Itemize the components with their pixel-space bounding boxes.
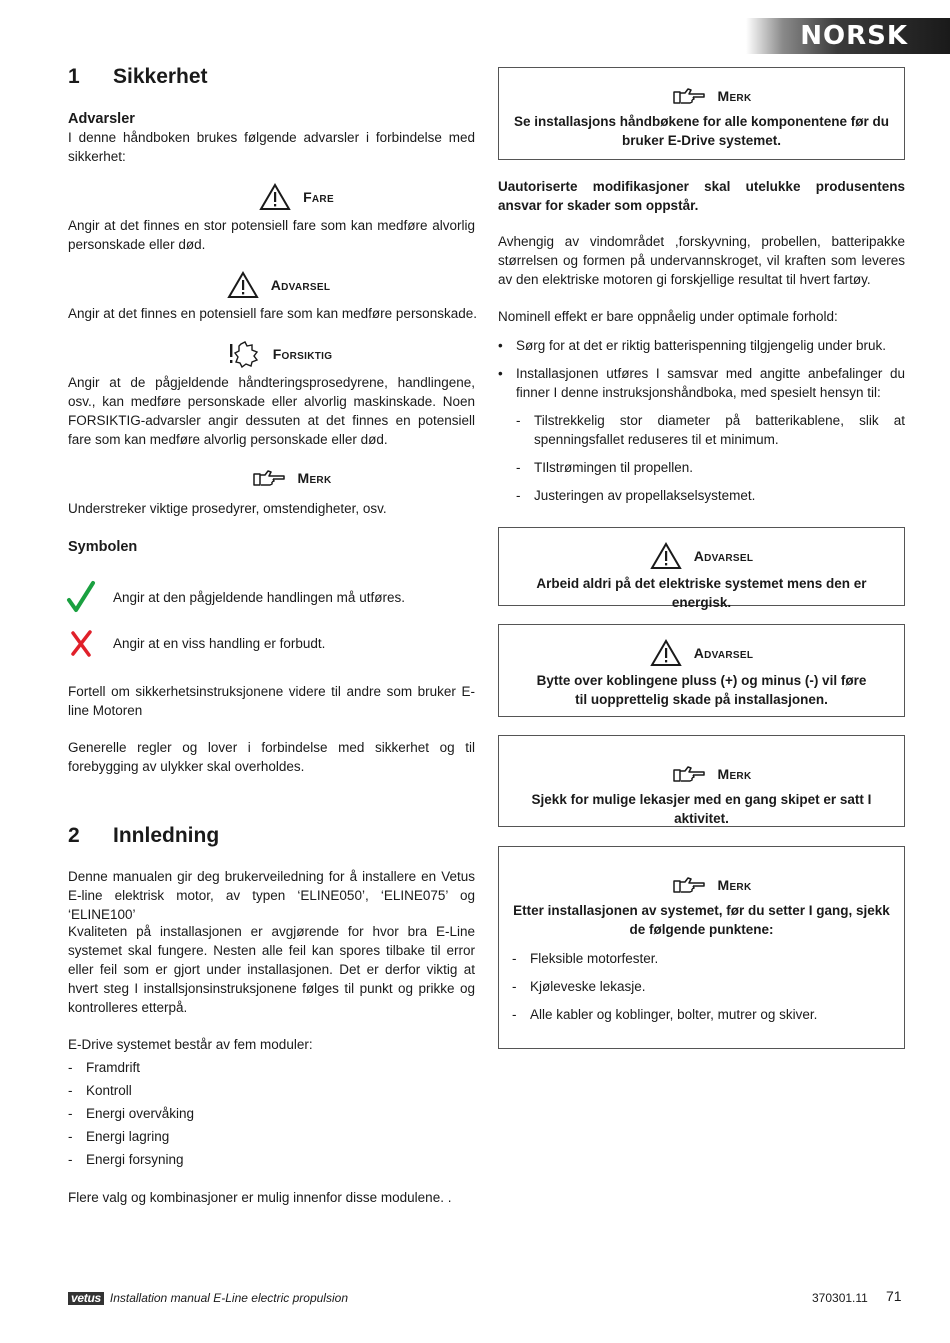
- symbols-heading: Symbolen: [68, 539, 138, 555]
- cross-icon: [68, 628, 94, 658]
- warning-triangle-icon: [227, 271, 259, 299]
- note-label: Merk: [297, 469, 332, 486]
- pointing-hand-icon: [672, 875, 706, 895]
- warning-label: Advarsel: [693, 547, 754, 564]
- section-2-heading: [68, 823, 219, 849]
- section-1-heading: [68, 64, 208, 90]
- unauthorized-paragraph: Uautoriserte modifikasjoner skal utelukke produsentens ansvar for skader som oppstår.: [498, 179, 905, 213]
- warning-triangle-icon: [650, 542, 682, 570]
- danger-label-row: [68, 183, 475, 211]
- caution-label-row: [68, 340, 475, 368]
- note-label: Merk: [717, 87, 752, 104]
- note-text: Sjekk for mulige lekasjer med en gang skipet er satt I aktivitet.: [531, 792, 872, 826]
- check-icon: [66, 580, 96, 614]
- language-tab: [746, 18, 950, 54]
- list-item: - Energi overvåking: [68, 1104, 475, 1123]
- list-item: - Kontroll: [68, 1081, 475, 1100]
- section-2-number: 2: [68, 824, 80, 847]
- rules-paragraph: Generelle regler og lover i forbindelse med sikkerhet og til forebygging av ulykker skal overholdes.: [68, 740, 475, 774]
- warning-label: Advarsel: [693, 644, 754, 661]
- note-text: Understreker viktige prosedyrer, omstendigheter, osv.: [68, 501, 387, 516]
- warning-box-polarity: [498, 624, 905, 717]
- list-item: - Energi lagring: [68, 1127, 475, 1146]
- caution-gear-icon: [227, 340, 261, 368]
- footer-left: [68, 1289, 348, 1308]
- warning-triangle-icon: [259, 183, 291, 211]
- nominal-paragraph: Nominell effekt er bare oppnåelig under optimale forhold:: [498, 309, 838, 324]
- note-text: Etter installasjonen av systemet, før du setter I gang, sjekk de følgende punktene:: [513, 903, 890, 937]
- list-item: - Justeringen av propellakselsystemet.: [516, 486, 905, 505]
- options-paragraph: Flere valg og kombinasjoner er mulig innenfor disse modulene. .: [68, 1190, 452, 1205]
- note-label: Merk: [717, 876, 752, 893]
- list-item: - Kjøleveske lekasje.: [512, 977, 890, 996]
- pointing-hand-icon: [252, 468, 286, 488]
- considerations-list: [516, 411, 905, 514]
- modules-list: [68, 1058, 475, 1173]
- note-label: Merk: [717, 765, 752, 782]
- quality-paragraph: Kvaliteten på installasjonen er avgjørende for hvor bra E-Line systemet skal fungere. Nesten alle feil kan spores tilbake til error eller feil som er gjort under installasjonen. Det er derfor viktig at hvert steg I installsjonsinstruksjonene følges til punkt og prikke og kontrolleres etterpå.: [68, 924, 475, 1015]
- brand-logo: vetus: [68, 1292, 104, 1305]
- warning-text: Bytte over koblingene pluss (+) og minus (-) vil føre til uopprettelig skade på installasjonen.: [536, 673, 867, 707]
- caution-text: Angir at de pågjeldende håndteringsprosedyrene, handlingene, osv., kan medføre personskade eller alvorlig maskinskade. Noen FORSIKTIG-advarsler angir dessuten at det finnes en potensiell fare som kan medføre alvorlig personskade eller død.: [68, 375, 475, 447]
- warning-text: Angir at det finnes en potensiell fare som kan medføre personskade.: [68, 306, 477, 321]
- pass-on-paragraph: Fortell om sikkerhetsinstruksjonene videre til andre som bruker E-line Motoren: [68, 684, 475, 718]
- symbol-cross-text: Angir at en viss handling er forbudt.: [113, 636, 326, 651]
- caution-label: Forsiktig: [272, 345, 333, 362]
- warnings-intro: I denne håndboken brukes følgende advarsler i forbindelse med sikkerhet:: [68, 130, 475, 164]
- list-item: - Alle kabler og koblinger, bolter, mutrer og skiver.: [512, 1005, 890, 1024]
- list-item: - Fleksible motorfester.: [512, 949, 890, 968]
- list-item: - Framdrift: [68, 1058, 475, 1077]
- page-number: 71: [886, 1288, 902, 1304]
- depends-paragraph: Avhengig av vindområdet ,forskyvning, probellen, batteripakke størrelsen og formen på undervannskroget, vil kraften som leveres av den elektriske motoren gi forskjellige resultat til hvert fartøy.: [498, 234, 905, 287]
- list-item: - TIlstrømingen til propellen.: [516, 458, 905, 477]
- note-box-manuals: [498, 67, 905, 160]
- pointing-hand-icon: [672, 86, 706, 106]
- section-1-title: Sikkerhet: [113, 65, 208, 88]
- conditions-list: [498, 336, 905, 411]
- warning-label-row: [68, 271, 475, 299]
- warning-triangle-icon: [650, 639, 682, 667]
- symbol-check-text: Angir at den pågjeldende handlingen må utføres.: [113, 590, 405, 605]
- language-label: NORSK: [800, 21, 908, 51]
- section-2-title: Innledning: [113, 824, 220, 847]
- note-text: Se installasjons håndbøkene for alle komponentene før du bruker E-Drive systemet.: [513, 114, 890, 148]
- warning-label: Advarsel: [270, 276, 331, 293]
- warning-text: Arbeid aldri på det elektriske systemet mens den er energisk.: [536, 576, 867, 610]
- section-1-number: 1: [68, 65, 80, 88]
- note-box-checklist: [498, 846, 905, 1049]
- modules-intro: E-Drive systemet består av fem moduler:: [68, 1037, 313, 1052]
- list-item: - Tilstrekkelig stor diameter på batterikablene, slik at spenningsfallet reduseres til et minimum.: [516, 411, 905, 449]
- danger-label: Fare: [303, 188, 334, 205]
- checklist: [512, 949, 890, 1024]
- list-item: • Installasjonen utføres I samsvar med angitte anbefalinger du finner I denne instruksjonshåndboka, med spesielt hensyn til:: [498, 364, 905, 402]
- pointing-hand-icon: [672, 764, 706, 784]
- manual-title: Installation manual E-Line electric propulsion: [109, 1291, 348, 1305]
- doc-number: 370301.11: [812, 1291, 868, 1305]
- note-box-leaks: [498, 735, 905, 827]
- note-label-row: [68, 468, 475, 488]
- warnings-heading: Advarsler: [68, 111, 135, 127]
- list-item: - Energi forsyning: [68, 1150, 475, 1169]
- intro-paragraph: Denne manualen gir deg brukerveiledning for å installere en Vetus E-line elektrisk motor, av typen ‘ELINE050’, ‘ELINE075’ og ‘ELINE100’: [68, 869, 475, 922]
- warning-box-energized: [498, 527, 905, 610]
- list-item: • Sørg for at det er riktig batterispenning tilgjengelig under bruk.: [498, 336, 905, 355]
- danger-text: Angir at det finnes en stor potensiell fare som kan medføre alvorlig personskade eller død.: [68, 218, 475, 252]
